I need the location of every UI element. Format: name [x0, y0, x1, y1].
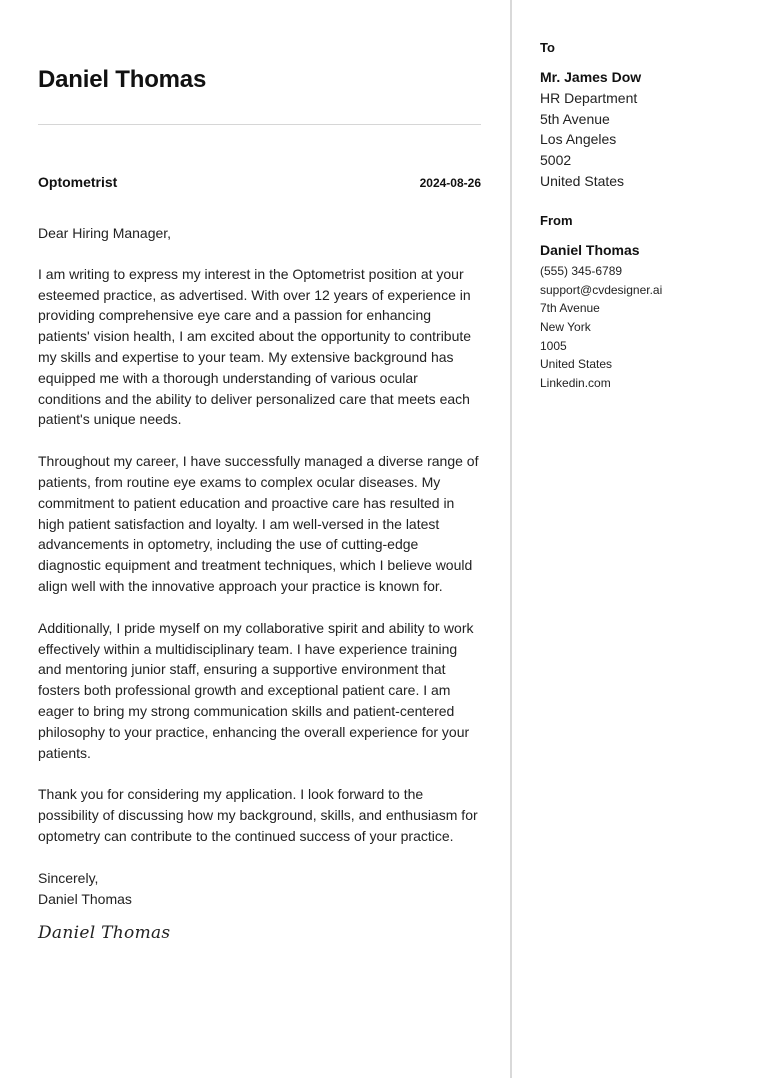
recipient-line: 5002 — [540, 152, 572, 169]
paragraph-3: Additionally, I pride myself on my collaborative spirit and ability to work effectively within a multidisciplinary team. I have experience training and mentoring junior staff, ensuring a supportive environment that fosters both professional growth and exceptional patient care. I am eager to bring my strong communication skills and patient-centered philosophy to your practice, enhancing the overall experience for your patients. — [38, 619, 474, 761]
column-divider — [510, 0, 512, 1078]
sender-linkedin: Linkedin.com — [540, 376, 611, 391]
recipient-line: United States — [540, 172, 625, 189]
sender-country: United States — [540, 357, 613, 372]
closing-phrase: Sincerely, — [38, 869, 99, 886]
handwritten-signature: Daniel Thomas — [38, 923, 171, 944]
paragraph-4: Thank you for considering my application. I look forward to the possibility of discussing how my background, skills, and enthusiasm for optometry can contribute to the continued success of your practice. — [38, 786, 478, 844]
role-date-row — [38, 174, 481, 190]
recipient-name: Mr. James Dow — [540, 69, 642, 85]
sender-street: 7th Avenue — [540, 301, 600, 316]
from-heading: From — [540, 213, 573, 228]
letter-date: 2024-08-26 — [419, 176, 481, 190]
sender-postcode: 1005 — [540, 338, 567, 353]
sender-phone: (555) 345-6789 — [540, 263, 623, 278]
applicant-name: Daniel Thomas — [38, 66, 207, 93]
paragraph-2: Throughout my career, I have successfully managed a diverse range of patients, from routine eye exams to complex ocular diseases. My commitment to patient education and proactive care has resulted in high patient satisfaction and loyalty. I am well-versed in the latest advancements in optometry, including the use of cutting-edge diagnostic equipment and treatment techniques, which I believe would align well with the innovative approach your practice is known for. — [38, 453, 479, 594]
recipient-line: HR Department — [540, 89, 638, 106]
sender-email: support@cvdesigner.ai — [540, 282, 663, 297]
recipient-line: Los Angeles — [540, 131, 617, 148]
sender-name: Daniel Thomas — [540, 242, 640, 258]
closing-name: Daniel Thomas — [38, 890, 132, 907]
sender-city: New York — [540, 319, 591, 334]
job-title: Optometrist — [38, 174, 118, 190]
recipient-block — [540, 67, 641, 192]
salutation: Dear Hiring Manager, — [38, 225, 172, 241]
to-heading: To — [540, 40, 555, 55]
letter-body — [38, 223, 481, 943]
paragraph-1: I am writing to express my interest in the Optometrist position at your esteemed practice, as advertised. With over 12 years of experience in providing comprehensive eye care and a passion for enhancing patients' vision health, I am excited about the opportunity to contribute my skills and expertise to your team. My extensive background has equipped me with a thorough understanding of various ocular conditions and the ability to deliver personalized care that meets each patient's unique needs. — [38, 265, 472, 428]
sender-block — [540, 240, 662, 393]
header-divider — [38, 124, 481, 125]
recipient-line: 5th Avenue — [540, 110, 610, 127]
closing — [38, 868, 481, 910]
